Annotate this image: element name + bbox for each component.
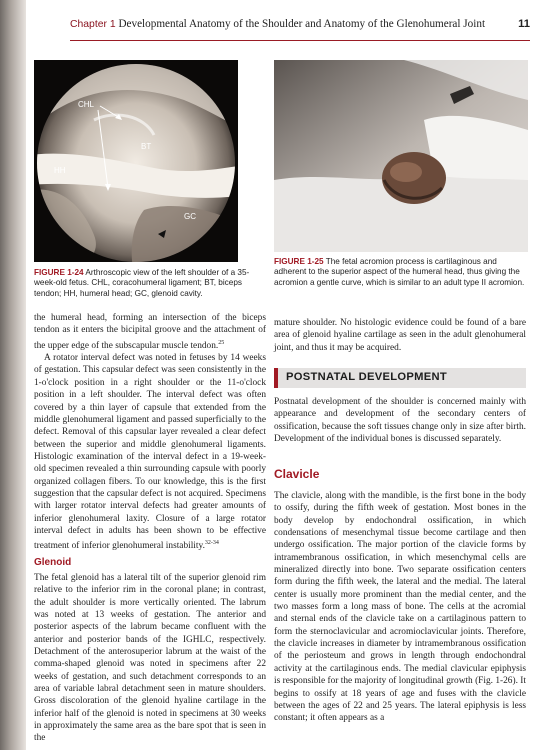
paragraph: The clavicle, along with the mandible, is the first bone in the body to ossify, during the fifth week of gestation. Most bones in the body develop by endochondral ossification, in which condensations of mesenchymal tissue become cartilage and then undergo ossification. The major portion of the clavicle forms by intramembranous ossification, in which mesenchymal cells are mineralized directly into bone. Two separate ossification centers form during the fifth week, the lateral and the medial. The lateral center is usually more prominent than the medial center, and the two masses form a long mass of bone. The cells at the acromial and sternal ends of the clavicle take on a cartilaginous pattern to form the sternoclavicular and acromioclavicular joints. Therefore, the clavicle increases in diameter by intramembranous ossification of the periosteum and grows in length through endochondral activity at the cartilaginous ends. The medial clavicular epiphysis is responsible for the majority of longitudinal growth (Fig. 1-26). It begins to ossify at 18 years of age and fuses with the clavicle between the ages of 22 and 25 years. The lateral epiphysis is less constant; it often appears as a bbox=[274, 491, 526, 724]
right-column-intro bbox=[274, 396, 526, 445]
running-header bbox=[70, 18, 530, 38]
figure-1-25-image bbox=[274, 60, 528, 252]
header-rule bbox=[70, 40, 530, 41]
book-gutter-shadow bbox=[0, 0, 26, 750]
paragraph: mature shoulder. No histologic evidence could be found of a bare area of glenoid hyaline cartilage as seen in the adult glenohumeral joint, and thus it may be acquired. bbox=[274, 318, 526, 353]
label-chl: CHL bbox=[78, 100, 95, 109]
section-heading-bar bbox=[274, 368, 526, 388]
chapter-title: Developmental Anatomy of the Shoulder and Anatomy of the Glenohumeral Joint bbox=[118, 18, 486, 30]
figure-1-25-label: FIGURE 1-25 bbox=[274, 257, 324, 266]
paragraph: the humeral head, forming an intersection of the biceps tendon as it enters the bicipital groove and the attachment of the upper edge of the subscapular muscle tendon.$^{25}$ bbox=[34, 313, 266, 351]
chapter-label: Chapter 1 bbox=[70, 19, 116, 30]
label-bt: BT bbox=[141, 142, 152, 151]
figure-1-24-image bbox=[34, 60, 238, 262]
specimen-photo bbox=[274, 60, 528, 252]
figure-1-25-caption bbox=[274, 257, 526, 288]
figure-1-24-label: FIGURE 1-24 bbox=[34, 268, 84, 277]
right-column bbox=[274, 317, 526, 354]
label-hh: HH bbox=[54, 166, 66, 175]
section-heading: POSTNATAL DEVELOPMENT bbox=[286, 371, 448, 383]
figure-1-24-caption bbox=[34, 268, 266, 299]
page-number: 11 bbox=[518, 18, 530, 30]
paragraph: The fetal glenoid has a lateral tilt of the superior glenoid rim relative to the inferior rim in the coronal plane; in contrast, the adult shoulder is more vertically oriented. The labrum was noted at 13 weeks of gestation. The anterior and posterior aspects of the labrum became confluent with the anterior and posterior bands of the IGHLC, respectively. Detachment of the anterosuperior labrum at the waist of the comma-shaped glenoid was noted in specimens after 22 weeks of gestation, and such detachment corresponds to an area of variable labral detachment seen in mature shoulders. Gross discoloration of the glenoid hyaline cartilage in the inferior half of the glenoid is noted in specimens at 30 weeks in approximately the same area as the bare spot that is seen in the bbox=[34, 573, 266, 744]
arthroscopic-view bbox=[34, 60, 238, 262]
figure-1-24-caption-text: Arthroscopic view of the left shoulder of a 35-week-old fetus. CHL, coracohumeral ligament; BT, biceps tendon; HH, humeral head; GC, glenoid cavity. bbox=[34, 268, 250, 298]
figure-1-25-caption-text: The fetal acromion process is cartilaginous and adherent to the superior aspect of the humeral head, thus giving the acromion a gentle curve, which is similar to an adult type II acromion. bbox=[274, 257, 525, 287]
paragraph: A rotator interval defect was noted in fetuses by 14 weeks of gestation. This capsular defect was seen consistently in the 1-o'clock position in a right shoulder or the 11-o'clock position in a left shoulder. The interval defect was often covered by a thin layer of capsule that extended from the middle glenohumeral ligament and passed superficially to the defect. Removal of this capsular layer revealed a clear defect between the superior and middle glenohumeral ligaments. Histologic examination of the interval defect in a 19-week-old specimen revealed a thin surrounding capsule with poorly organized collagen fibers. To our knowledge, this is the first suggestion that the capsular defect is not acquired. Specimens with larger rotator interval defects had greater amounts of inferior glenohumeral laxity. Closure of a large rotator interval defect in adults has been shown to be effective treatment of inferior glenohumeral instability.$^{32-34}$ bbox=[34, 353, 266, 552]
right-column-body bbox=[274, 490, 526, 725]
label-gc: GC bbox=[184, 212, 196, 221]
subheading-clavicle: Clavicle bbox=[274, 467, 320, 481]
left-column bbox=[34, 312, 266, 553]
paragraph: Postnatal development of the shoulder is concerned mainly with appearance and development of the secondary centers of ossification, because the soft tissues change only in size after birth. Development of the individual bones is discussed separately. bbox=[274, 397, 526, 445]
subheading-glenoid: Glenoid bbox=[34, 557, 72, 568]
left-column-continued bbox=[34, 572, 266, 745]
